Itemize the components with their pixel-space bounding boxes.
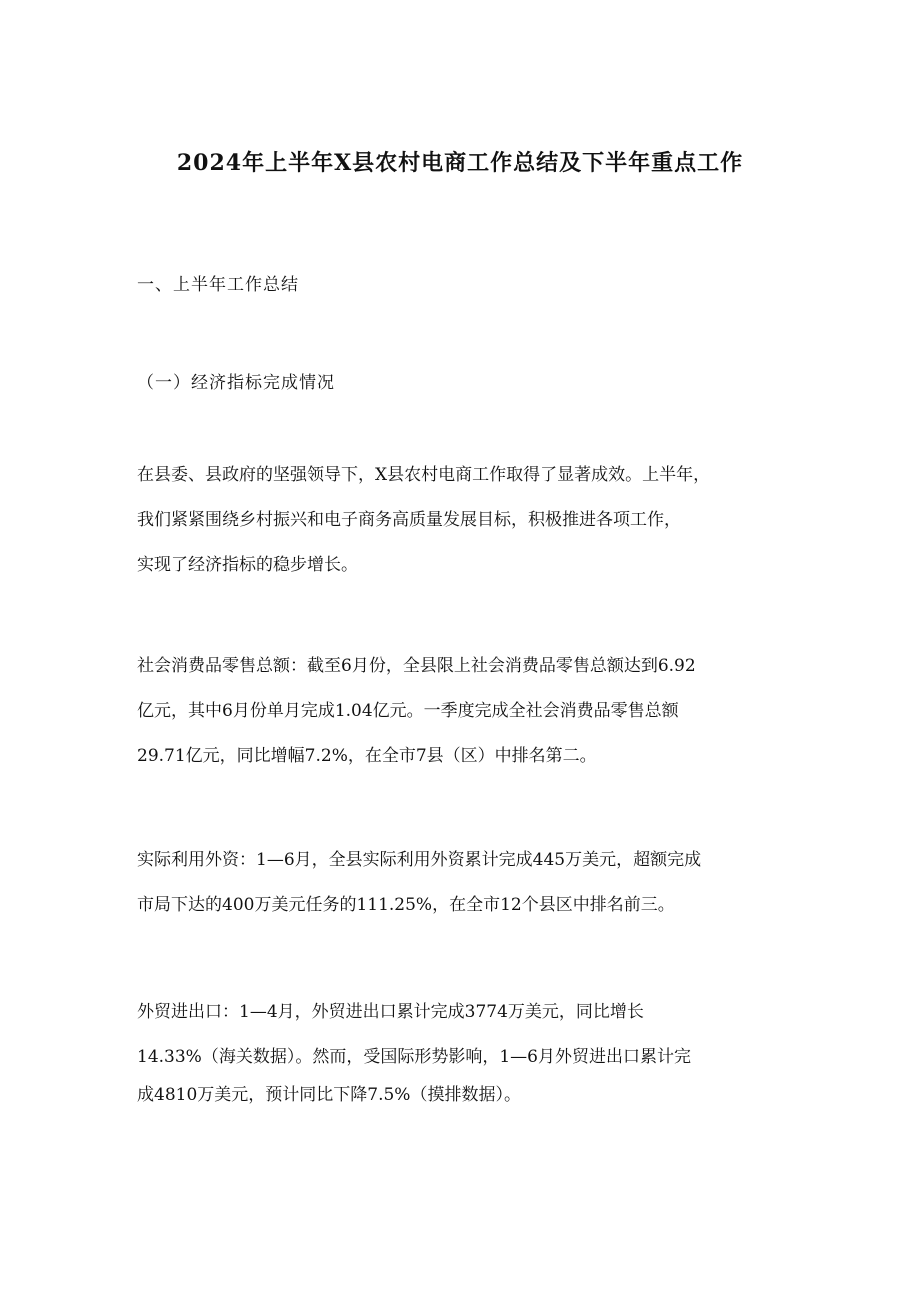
paragraph-line: 实现了经济指标的稳步增长。 [137,555,358,575]
intro-paragraph [137,453,797,588]
paragraph-line: 亿元，其中6月份单月完成1.04亿元。一季度完成全社会消费品零售总额 [137,701,679,721]
paragraph-line: 14.33%（海关数据）。然而，受国际形势影响，1—6月外贸进出口累计完 [137,1047,691,1067]
paragraph-line: 在县委、县政府的坚强领导下，X县农村电商工作取得了显著成效。上半年， [137,465,711,485]
paragraph-line: 我们紧紧围绕乡村振兴和电子商务高质量发展目标，积极推进各项工作， [137,510,681,530]
paragraph-line: 实际利用外资：1—6月，全县实际利用外资累计完成445万美元，超额完成 [137,850,702,870]
paragraph-line: 市局下达的400万美元任务的111.25%，在全市12个县区中排名前三。 [137,895,675,915]
document-title: 2024年上半年X县农村电商工作总结及下半年重点工作 [176,150,744,176]
subsection-heading: （一）经济指标完成情况 [137,373,335,393]
foreign-trade-first-line [137,990,797,1035]
foreign-trade-paragraph [137,1038,797,1114]
foreign-investment-paragraph [137,838,797,928]
retail-paragraph [137,644,797,779]
paragraph-line: 社会消费品零售总额：截至6月份，全县限上社会消费品零售总额达到6.92 [137,656,696,676]
section-heading: 一、上半年工作总结 [137,275,299,295]
paragraph-line: 成4810万美元，预计同比下降7.5%（摸排数据）。 [137,1085,521,1105]
paragraph-line: 29.71亿元，同比增幅7.2%，在全市7县（区）中排名第二。 [137,746,597,766]
paragraph-line: 外贸进出口：1—4月，外贸进出口累计完成3774万美元，同比增长 [137,1002,644,1022]
